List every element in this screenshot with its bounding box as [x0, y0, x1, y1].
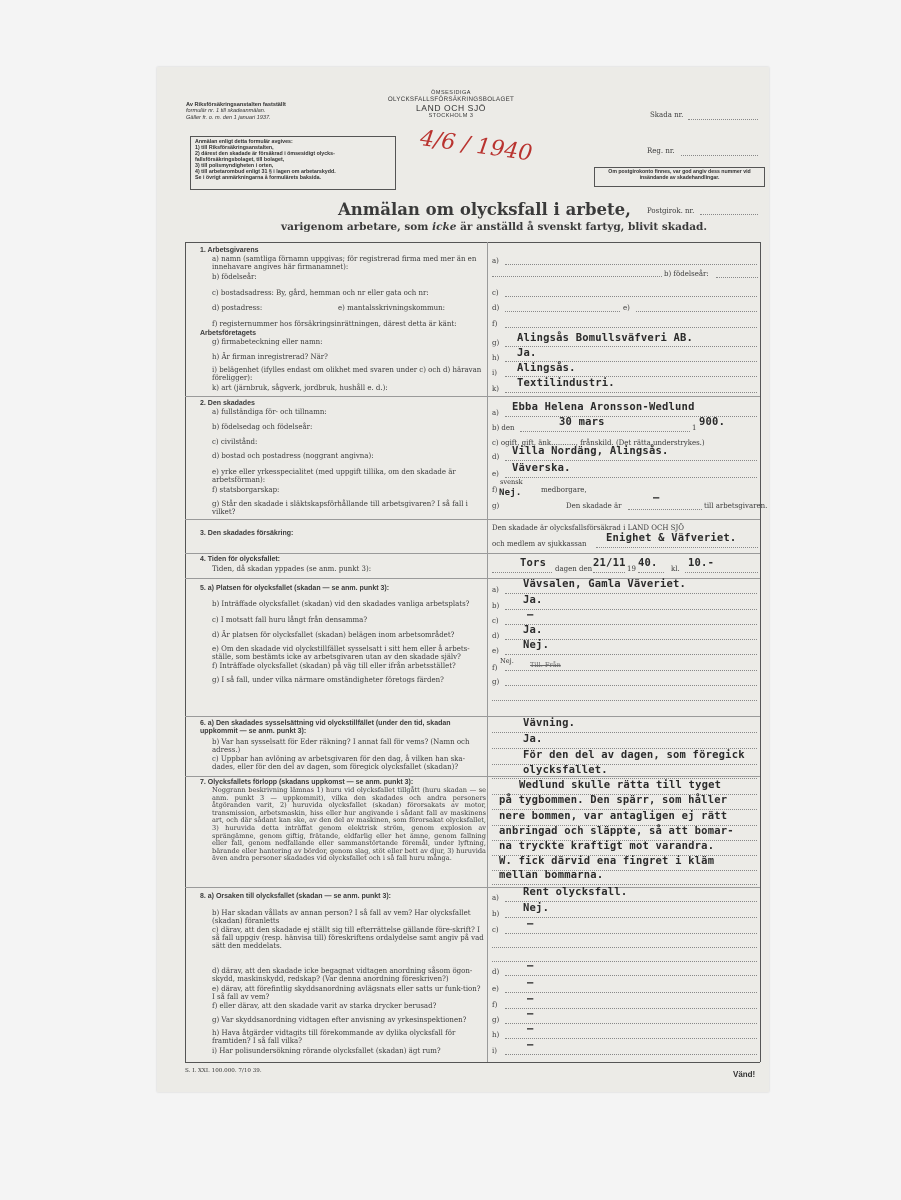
s2-r-a: a) — [492, 409, 499, 417]
s5-b-label: b) Inträffade olycksfallet (skadan) vid den skadades vanliga arbetsplats? — [212, 600, 470, 608]
postgiro-note: Om postgirokonto finnes, var god angiv dess nummer vid insändande av skadehandlingar. — [594, 167, 765, 187]
s5-a-label — [200, 584, 389, 593]
s1-k-field[interactable] — [505, 392, 757, 393]
s3-field[interactable] — [596, 547, 758, 548]
s8-r-e: e) — [492, 985, 499, 993]
notice-line-3: Gäller fr. o. m. den 1 januari 1937. — [186, 114, 271, 121]
s5-g-label: g) I så fall, under vilka närmare omständigheter företogs färden? — [212, 676, 444, 684]
s8-h-label: h) Hava åtgärder vidtagits till förekommande av dylika olycksfall för framtiden? I så fall vilka? — [212, 1029, 456, 1045]
s5-b-field[interactable] — [505, 609, 757, 610]
s8-r-d: d) — [492, 968, 500, 976]
s5-f-nej: Nej. — [500, 657, 514, 665]
s8-e-label: e) därav, att förefintlig skyddsanordning avlägsnats eller satts ur funk-tion? I så fall av vem? — [212, 985, 481, 1001]
subtitle-pre: varigenom arbetare, som — [281, 221, 429, 233]
s8-g-value: — — [527, 1008, 534, 1020]
s8-h-value: — — [527, 1023, 534, 1035]
box-line: 3) till polismyndigheten i orten, — [195, 163, 274, 169]
company-city: STOCKHOLM 3 — [428, 113, 474, 119]
s1-h-value: Ja. — [517, 347, 537, 359]
s5-b-value: Ja. — [523, 594, 543, 606]
s8-r-c: c) — [492, 926, 499, 934]
s5-g-field-2[interactable] — [492, 700, 757, 701]
s2-b-value: 30 mars — [559, 416, 605, 428]
section-divider — [185, 887, 760, 888]
s4-kl: kl. — [671, 565, 680, 573]
s5-c-label: c) I motsatt fall huru långt från densamma? — [212, 616, 368, 624]
s5-g-field[interactable] — [505, 685, 757, 686]
reg-nr-label: Reg. nr. — [647, 147, 675, 155]
s1-c-field[interactable] — [505, 296, 757, 297]
s2-e-label: e) yrke eller yrkesspecialitet (med uppgift tillika, om den skadade är arbetsförman): — [212, 468, 456, 484]
s7-heading: 7. Olycksfallets förlopp (skadans uppkomst — se anm. punkt 3): — [200, 779, 414, 786]
section-divider — [185, 519, 760, 520]
s1-r-i: i) — [492, 369, 497, 377]
frame-top — [185, 242, 760, 243]
form-subtitle — [281, 221, 707, 233]
s3-value: Enighet & Väfveriet. — [606, 532, 737, 544]
company-block — [386, 90, 516, 119]
s5-r-c: c) — [492, 617, 499, 625]
s7-value-line-1: Wedlund skulle rätta till tyget — [519, 779, 722, 791]
notice-line-2: formulär nr. 1 till skadeanmälan. — [186, 108, 266, 115]
s2-a-label: a) fullständiga för- och tillnamn: — [212, 408, 327, 416]
s2-b-field[interactable] — [520, 431, 690, 432]
s1-e-field[interactable] — [636, 311, 757, 312]
s8-r-h: h) — [492, 1031, 500, 1039]
s1-heading: 1. Arbetsgivarens — [200, 247, 259, 254]
s8-f-label: f) eller därav, att den skadade varit av starka drycker berusad? — [212, 1002, 437, 1010]
s1-i-value: Alingsås. — [517, 362, 576, 374]
s2-d-field[interactable] — [505, 460, 757, 461]
s8-g-field[interactable] — [505, 1023, 757, 1024]
s8-d-label: d) därav, att den skadade icke begagnat vidtagen anordning såsom ögon-skydd, maskinskydd, redskap? (Var denna anordning föreskriven?) — [212, 967, 473, 983]
s5-f-label: f) Inträffade olycksfallet (skadan) på väg till eller ifrån arbetsstället? — [212, 662, 456, 670]
s8-r-g: g) — [492, 1016, 500, 1024]
s4-year-field[interactable] — [638, 572, 664, 573]
s5-e-field[interactable] — [505, 654, 757, 655]
s1-r-d: d) — [492, 304, 500, 312]
s1-heading-2: Arbetsföretagets — [200, 330, 257, 337]
s1-r-c: c) — [492, 289, 499, 297]
handwritten-date: 4/6 / 1940 — [418, 126, 534, 167]
form-title: Anmälan om olycksfall i arbete, — [338, 200, 631, 219]
box-line: Anmälan enligt detta formulär avgives: — [195, 139, 293, 145]
s1-r-a: a) — [492, 257, 499, 265]
s4-date-value: 21/11 — [593, 557, 626, 569]
s4-kl-value: 10.- — [688, 557, 715, 569]
s2-r-f: f) — [492, 486, 498, 494]
skada-nr-field[interactable] — [688, 119, 758, 120]
box-line: Se i övrigt anmärkningarna å formulärets baksida. — [195, 175, 321, 181]
s7-value-line-6: W. fick därvid ena fingret i kläm — [499, 855, 715, 867]
s4-year-value: 40. — [638, 557, 658, 569]
box-line: 2) därest den skadade är försäkrad i ömsesidigt olycks- — [195, 151, 335, 157]
s1-k-value: Textilindustri. — [517, 377, 615, 389]
s5-f-option: Till. Från — [530, 661, 561, 669]
s2-d-label: d) bostad och postadress (noggrant angivna): — [212, 452, 374, 460]
s1-g-label: g) firmabeteckning eller namn: — [212, 338, 323, 346]
s5-d-value: Ja. — [523, 624, 543, 636]
s1-r-b: b) födelseår: — [664, 270, 709, 278]
s8-e-field[interactable] — [505, 992, 757, 993]
s5-a-text: 5. a) Platsen för olycksfallet (skadan — se anm. punkt 3): — [200, 585, 390, 592]
s7-value-line-2: på tygbommen. Den spärr, som håller — [499, 794, 728, 806]
s8-b-value: Nej. — [523, 902, 550, 914]
s2-g-field[interactable] — [628, 509, 702, 510]
s2-b-label: b) födelsedag och födelseår: — [212, 423, 313, 431]
s5-c-field[interactable] — [505, 624, 757, 625]
s4-day-value: Tors — [520, 557, 547, 569]
s3-r2: och medlem av sjukkassan — [492, 540, 587, 548]
s5-r-e: e) — [492, 647, 499, 655]
s1-a-label: a) namn (samtliga förnamn uppgivas; för registrerad firma med mer än en innehavare angives här firmanamnet): — [212, 255, 477, 271]
s1-d-field[interactable] — [505, 311, 620, 312]
s6-a-value: Vävning. — [523, 717, 576, 729]
s1-h-label: h) Är firman inregistrerad? När? — [212, 353, 328, 361]
s8-r-b: b) — [492, 910, 500, 918]
s3-r1: Den skadade är olycksfallsförsäkrad i LAND OCH SJÖ — [492, 524, 685, 532]
s1-d-label: d) postadress: — [212, 304, 263, 312]
s8-r-f: f) — [492, 1001, 498, 1009]
s2-r-d: d) — [492, 453, 500, 461]
notice-line-1: Av Riksförsäkringsanstalten fastställt — [186, 102, 286, 108]
box-line: fallsförsäkringsbolaget, till bolaget, — [195, 157, 285, 163]
s1-i-label: i) belägenhet (ifylles endast om olikhet med svaren under c) och d) häravan föreligger): — [212, 366, 482, 382]
s1-r-k: k) — [492, 385, 499, 393]
s2-g-label: g) Står den skadade i släktskapsförhållande till arbetsgivaren? I så fall i vilket? — [212, 500, 468, 516]
s5-r-b: b) — [492, 602, 500, 610]
column-divider — [487, 242, 488, 1062]
s8-c-label: c) därav, att den skadade ej ställt sig till efterrättelse gällande före-skrift? I så fall uppgiv (resp. hänvisa till) föreskriftens ordalydelse samt angiv på vad sätt den meddelats. — [212, 926, 484, 950]
s1-f-field[interactable] — [505, 327, 757, 328]
s8-a-label: 8. a) Orsaken till olycksfallet (skadan — se anm. punkt 3): — [200, 893, 392, 900]
s8-f-value: — — [527, 993, 534, 1005]
s8-b-field[interactable] — [505, 917, 757, 918]
s6-c-value-1: För den del av dagen, som föregick — [523, 749, 745, 761]
box-line: 1) till Riksförsäkringsanstalten, — [195, 145, 274, 151]
s8-c-field[interactable] — [505, 933, 757, 934]
s2-g-value: — — [653, 492, 660, 504]
s1-g-field[interactable] — [505, 346, 757, 347]
section-divider — [185, 776, 760, 777]
s2-a-value: Ebba Helena Aronsson-Wedlund — [512, 401, 695, 413]
s2-d-value: Villa Nordäng, Alingsås. — [512, 445, 669, 457]
s2-g-text-2: till arbetsgivaren. — [704, 502, 768, 510]
s1-b-label: b) födelseår: — [212, 273, 257, 281]
s1-r-g: g) — [492, 339, 500, 347]
s5-e-label: e) Om den skadade vid olyckstillfället sysselsatt i sitt hem eller å arbets-ställe, som bestämts icke av arbetsgivaren utan av den skadade själv? — [212, 645, 470, 661]
s8-c-value: — — [527, 918, 534, 930]
s4-dagen: dagen den — [555, 565, 593, 573]
s4-day-field[interactable] — [492, 572, 552, 573]
s2-r-b-1: 1 — [692, 424, 697, 432]
s5-r-f: f) — [492, 664, 498, 672]
s7-value-line-4: anbringad och släppte, så att bomar- — [499, 825, 734, 837]
s8-i-value: — — [527, 1039, 534, 1051]
s5-f-field[interactable] — [505, 670, 757, 671]
s4-19: 19 — [627, 565, 636, 573]
s4-text: Tiden, då skadan yppades (se anm. punkt 3): — [212, 565, 372, 573]
s1-g-value: Alingsås Bomullsväfveri AB. — [517, 332, 694, 344]
s2-r-b: b) den — [492, 424, 515, 432]
s8-d-value: — — [527, 960, 534, 972]
box-line: 4) till arbetarombud enligt 31 § i lagen om arbetarskydd. — [195, 169, 336, 175]
s5-r-g: g) — [492, 678, 500, 686]
s3-heading: 3. Den skadades försäkring: — [200, 530, 294, 537]
s2-e-value: Väverska. — [512, 462, 571, 474]
company-line-2: OLYCKSFALLSFÖRSÄKRINGSBOLAGET — [387, 96, 515, 103]
s8-r-i: i) — [492, 1047, 497, 1055]
s8-g-label: g) Var skyddsanordning vidtagen efter anvisning av yrkesinspektionen? — [212, 1016, 467, 1024]
s1-f-label: f) registernummer hos försäkringsinrättningen, därest detta är känt: — [212, 320, 457, 328]
s1-c-label: c) bostadsadress: By, gård, hemman och nr eller gata och nr: — [212, 289, 429, 297]
s1-k-label: k) art (järnbruk, sågverk, jordbruk, hushåll e. d.): — [212, 384, 388, 392]
frame-right — [760, 242, 761, 1062]
s2-r-g: g) — [492, 502, 500, 510]
reg-nr-field[interactable] — [681, 155, 758, 156]
company-line-1: ÖMSESIDIGA — [431, 90, 471, 96]
s2-f-svensk: svensk — [500, 478, 523, 486]
s8-r-a: a) — [492, 894, 499, 902]
s1-r-h: h) — [492, 354, 500, 362]
anmalan-box — [190, 136, 396, 190]
s8-f-field[interactable] — [505, 1008, 757, 1009]
s5-a-value: Vävsalen, Gamla Väveriet. — [523, 578, 687, 590]
s2-f-label: f) statsborgarskap: — [212, 486, 280, 494]
s7-line[interactable] — [492, 884, 757, 885]
s8-i-field[interactable] — [505, 1054, 757, 1055]
frame-bottom — [185, 1062, 760, 1063]
s7-instructions: Noggrann beskrivning lämnas 1) huru vid olycksfallet tillgått (huru skadan — se anm. punkt 3 — uppkommit), vilka den skadades och andra personers åtgöranden varit, 2) huruvida olycksfallet (skadan) förorsakats av motor, transmission, arbetsmaskin, hiss eller hur angivande i sådant fall av maskinens art, och där sådant kan ske, av den del av maskinen, som förorsakat olycksfallet, 3) huruvida detta inträffat genom elektrisk ström, genom explosion av sprängämne, genom giftig, frätande, eldfarlig eller het ämne, genom fallning eller fall, genom nedfallande eller sammanstörtande föremål, under lyftning, bärande eller hantering av bördor, genom slag, stöt eller bett av djur, 3) huruvida även andra personer skadades vid olycksfallet och i så fall huru många. — [212, 786, 486, 863]
left-notice — [186, 102, 316, 121]
postgiro-nr-field[interactable] — [700, 214, 758, 215]
footer-print-code: S. I. XXI. 100.000. 7/10 39. — [185, 1068, 262, 1074]
s8-e-value: — — [527, 977, 534, 989]
s1-a-field[interactable] — [505, 264, 757, 265]
s4-heading: 4. Tiden för olycksfallet: — [200, 556, 281, 563]
s8-d-field[interactable] — [505, 975, 757, 976]
s2-f-medborgare: medborgare, — [541, 486, 587, 494]
subtitle-post: är anställd å svenskt fartyg, blivit skadad. — [460, 221, 708, 233]
section-divider — [185, 716, 760, 717]
s8-h-field[interactable] — [505, 1038, 757, 1039]
s6-c-label: c) Uppbar han avlöning av arbetsgivaren för den dag, å vilken han ska-dades, eller för den del av dagen, som föregick olycksfallet (skadan)? — [212, 755, 465, 771]
s6-a-label: 6. a) Den skadades sysselsättning vid olyckstillfället (under den tid, skadan uppkommit — se anm. punkt 3): — [200, 720, 451, 735]
s2-f-value: Nej. — [499, 488, 522, 498]
s7-value-line-7: mellan bommarna. — [499, 869, 604, 881]
s8-c-field-2[interactable] — [492, 947, 757, 948]
skada-nr-label: Skada nr. — [650, 111, 684, 119]
company-name: LAND OCH SJÖ — [415, 103, 487, 113]
s1-a-field-2[interactable] — [492, 276, 662, 277]
subtitle-icke: icke — [432, 221, 457, 233]
s2-heading: 2. Den skadades — [200, 400, 255, 407]
s5-d-label: d) Är platsen för olycksfallet (skadan) belägen inom arbetsområdet? — [212, 631, 455, 639]
s1-b-field[interactable] — [716, 277, 758, 278]
s5-r-d: d) — [492, 632, 500, 640]
s8-i-label: i) Har polisundersökning rörande olycksfallet (skadan) ägt rum? — [212, 1047, 441, 1055]
s5-a-field[interactable] — [505, 593, 757, 594]
s4-kl-field[interactable] — [685, 572, 758, 573]
s1-r-f: f) — [492, 320, 498, 328]
s2-e-field[interactable] — [505, 477, 757, 478]
frame-left — [185, 242, 186, 1062]
s2-r-e: e) — [492, 470, 499, 478]
postgiro-nr-label: Postgirok. nr. — [647, 207, 695, 215]
s6-b-label: b) Var han sysselsatt för Eder räkning? I annat fall för vems? (Namn och adress.) — [212, 738, 470, 754]
s7-value-line-5: na tryckte kraftigt mot varandra. — [499, 840, 715, 852]
s7-value-line-3: nere bommen, var antagligen ej rätt — [499, 810, 728, 822]
s8-b-label: b) Har skadan vållats av annan person? I så fall av vem? Har olycksfallet (skadan) föranletts — [212, 909, 471, 925]
s5-r-a: a) — [492, 586, 499, 594]
s6-b-value: Ja. — [523, 733, 543, 745]
footer-turn: Vänd! — [733, 1070, 756, 1079]
s1-r-e: e) — [623, 304, 630, 312]
s5-c-value: — — [527, 609, 534, 621]
s8-a-value: Rent olycksfall. — [523, 886, 628, 898]
s2-r-c: c) ogift, gift, änk..........., frånskild. (Det rätta understrykes.) — [492, 439, 705, 447]
s2-c-label: c) civilstånd: — [212, 438, 258, 446]
s5-e-value: Nej. — [523, 639, 550, 651]
s4-date-field[interactable] — [593, 572, 625, 573]
s2-g-text: Den skadade är — [566, 502, 622, 510]
section-divider — [185, 396, 760, 397]
s2-b-year: 900. — [699, 416, 726, 428]
s6-c-value-2: olycksfallet. — [523, 764, 608, 776]
s1-e-label: e) mantalsskrivningskommun: — [338, 304, 446, 312]
section-divider — [185, 553, 760, 554]
